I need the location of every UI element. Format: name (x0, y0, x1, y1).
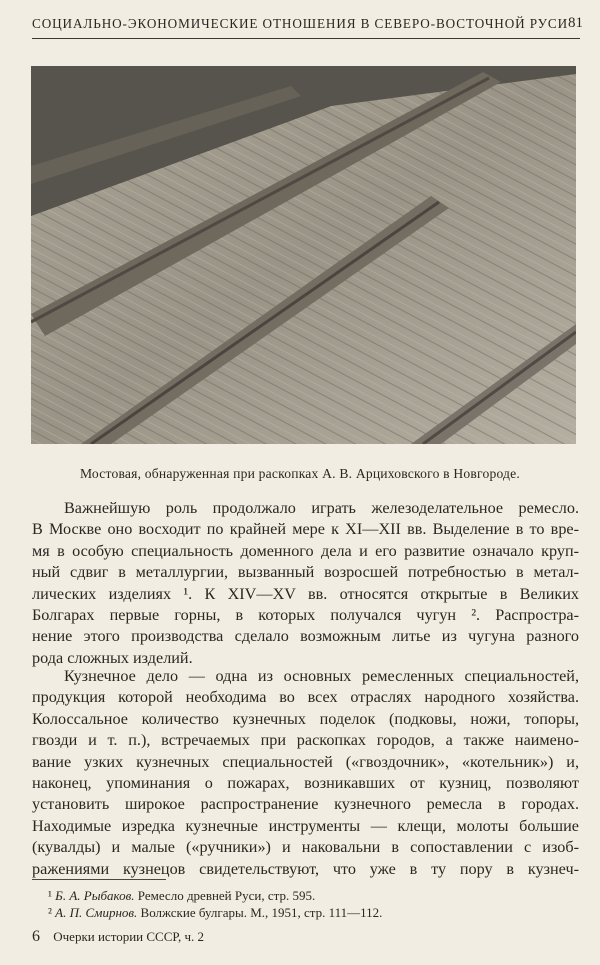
excavation-photo (31, 66, 576, 444)
footnote-1 (48, 888, 315, 904)
text-line: установить широкое распространение кузнечного ремесла в городах. (32, 795, 579, 814)
book-title: Очерки истории СССР, ч. 2 (53, 929, 205, 944)
running-header (32, 15, 584, 32)
header-rule (32, 38, 580, 39)
text-line: наконец, упоминания о пожарах, возникавших от кузниц, позволяют (32, 773, 579, 792)
text-line: вание узких кузнечных специальностей («гвоздочник», «котельник») и, (32, 752, 579, 771)
text-line: гвозди и т. п.), встречаемых при раскопках городов, а также наимено- (32, 731, 579, 750)
footnote-2 (48, 905, 382, 921)
wooden-pavement-image (31, 66, 576, 444)
page-number: 81 (568, 15, 584, 31)
text-line: мя в особую специальность доменного дела и его развитие означало круп- (32, 541, 579, 560)
text-line: ный сдвиг в металлургии, вызванный возросшей потребностью в метал- (32, 563, 579, 582)
paragraph-2 (32, 666, 579, 880)
figure-caption: Мостовая, обнаруженная при раскопках А. В. Арциховского в Новгороде. (79, 466, 521, 481)
running-title: СОЦИАЛЬНО-ЭКОНОМИЧЕСКИЕ ОТНОШЕНИЯ В СЕВЕРО-ВОСТОЧНОЙ РУСИ (32, 16, 569, 31)
text-line: Кузнечное дело — одна из основных ремесленных специальностей, (64, 667, 579, 685)
text-line: Колоссальное количество кузнечных поделок (подковы, ножи, топоры, (32, 709, 579, 728)
text-line: Болгарах первые горны, в которых получался чугун ². Распростра- (32, 605, 579, 624)
footnote-rule (32, 879, 166, 880)
page-footer (32, 928, 204, 946)
text-line: Находимые изредка кузнечные инструменты — клещи, молоты большие (32, 816, 579, 835)
text-line: лических изделиях ¹. К XIV—XV вв. относятся открытые в Великих (32, 584, 579, 603)
text-line: ражениями кузнецов свидетельствуют, что уже в ту пору в кузнеч- (32, 859, 579, 878)
footnote-text: Ремесло древней Руси, стр. 595. (137, 888, 316, 903)
paragraph-1 (32, 498, 579, 669)
text-line: рода сложных изделий. (32, 648, 193, 667)
text-line: нение этого производства сделало возможным литье из чугуна разного (32, 627, 579, 646)
footnote-mark: ¹ (48, 888, 52, 903)
text-line: Важнейшую роль продолжало играть железоделательное ремесло. (64, 499, 579, 517)
text-line: (кувалды) и малые («ручники») и наковальни в сопоставлении с изоб- (32, 838, 579, 857)
text-line: продукция которой необходима во всех отраслях народного хозяйства. (32, 688, 579, 707)
footnote-mark: ² (48, 905, 52, 920)
footnote-author: А. П. Смирнов. (55, 905, 138, 920)
text-line: В Москве оно восходит по крайней мере к XI—XII вв. Выделение в то вре- (32, 520, 579, 539)
footnote-author: Б. А. Рыбаков. (55, 888, 135, 903)
signature-mark: 6 (32, 928, 40, 945)
footnote-text: Волжские булгары. М., 1951, стр. 111—112. (140, 905, 383, 920)
